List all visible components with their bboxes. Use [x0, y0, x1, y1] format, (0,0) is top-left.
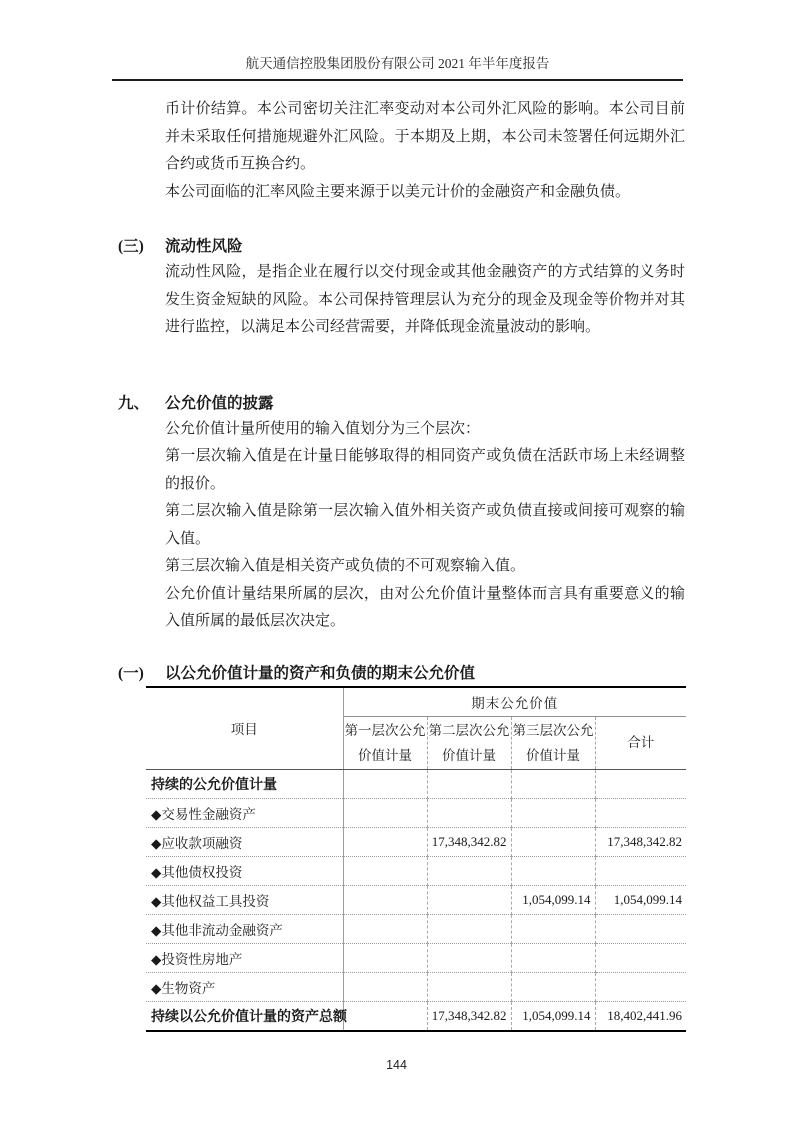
cell-level1: [343, 972, 427, 1001]
heading-title-fair-value: 公允价值的披露: [165, 394, 274, 412]
heading-title-liquidity: 流动性风险: [165, 238, 243, 255]
cell-level1: [343, 1001, 427, 1031]
cell-level3: [511, 798, 595, 827]
cell-level3: 1,054,099.14: [511, 1001, 595, 1031]
cell-level2: [427, 798, 511, 827]
cell-level2: 17,348,342.82: [427, 1001, 511, 1031]
row-label: ◆交易性金融资产: [146, 798, 343, 827]
row-label: ◆生物资产: [146, 972, 343, 1001]
column-header-level2: 第二层次公允价值计量: [427, 716, 511, 769]
cell-level2: 17,348,342.82: [427, 827, 511, 856]
table-row: [146, 914, 686, 943]
cell-level3: [511, 827, 595, 856]
cell-level3: 1,054,099.14: [511, 885, 595, 914]
cell-total: [595, 856, 686, 885]
heading-marker-9: 九、: [118, 394, 150, 412]
cell-level2: [427, 885, 511, 914]
cell-level1: [343, 827, 427, 856]
cell-level1: [343, 914, 427, 943]
heading-marker-1: (一): [118, 664, 144, 682]
paragraph-fv-levels-intro: 公允价值计量所使用的输入值划分为三个层次：: [165, 420, 481, 437]
table-header-row-group: [146, 687, 686, 717]
cell-level3: [511, 856, 595, 885]
paragraph-exchange-risk-source: 本公司面临的汇率风险主要来源于以美元计价的金融资产和金融负债。: [165, 183, 631, 200]
column-header-level3: 第三层次公允价值计量: [511, 716, 595, 769]
row-label: ◆其他非流动金融资产: [146, 914, 343, 943]
fair-value-table-wrap: [146, 686, 686, 1032]
cell-level1: [343, 798, 427, 827]
cell-level1: [343, 885, 427, 914]
cell-total: [595, 972, 686, 1001]
cell-total: 17,348,342.82: [595, 827, 686, 856]
table-row: [146, 856, 686, 885]
paragraph-liquidity-risk: 流动性风险，是指企业在履行以交付现金或其他金融资产的方式结算的义务时发生资金短缺的风险。本公司保持管理层认为充分的现金及现金等价物并对其进行监控，以满足本公司经营需要，并降低现金流量波动的影响。: [165, 264, 685, 335]
column-header-item: 项目: [146, 687, 343, 770]
table-row: [146, 827, 686, 856]
column-header-total: 合计: [595, 716, 686, 769]
row-label: 持续的公允价值计量: [146, 769, 343, 798]
paragraph-exchange-risk-continued: 币计价结算。本公司密切关注汇率变动对本公司外汇风险的影响。本公司目前并未采取任何措施规避外汇风险。于本期及上期，本公司未签署任何远期外汇合约或货币互换合约。: [165, 101, 685, 172]
table-row-total: [146, 1001, 686, 1031]
cell-level1: [343, 856, 427, 885]
table-row: [146, 943, 686, 972]
cell-total: [595, 769, 686, 798]
cell-level2: [427, 769, 511, 798]
heading-title-fv-table: 以公允价值计量的资产和负债的期末公允价值: [165, 664, 476, 682]
table-row: [146, 885, 686, 914]
heading-fv-table-section: [118, 662, 685, 686]
cell-level2: [427, 972, 511, 1001]
column-group-header-period-end-fair-value: 期末公允价值: [343, 687, 686, 717]
row-label: ◆其他权益工具投资: [146, 885, 343, 914]
cell-total: 18,402,441.96: [595, 1001, 686, 1031]
row-label: ◆其他债权投资: [146, 856, 343, 885]
cell-level2: [427, 856, 511, 885]
cell-level2: [427, 914, 511, 943]
cell-level1: [343, 943, 427, 972]
heading-marker-3: (三): [118, 238, 144, 255]
page-number: 144: [386, 1058, 407, 1072]
paragraph-fv-level2: 第二层次输入值是除第一层次输入值外相关资产或负债直接或间接可观察的输入值。: [165, 503, 685, 547]
table-row: [146, 798, 686, 827]
running-header-title: 航天通信控股集团股份有限公司 2021 年半年度报告: [112, 52, 683, 81]
cell-total: [595, 943, 686, 972]
cell-total: [595, 798, 686, 827]
table-row: [146, 769, 686, 798]
cell-level3: [511, 769, 595, 798]
row-label: ◆投资性房地产: [146, 943, 343, 972]
fair-value-table: [146, 686, 686, 1032]
paragraph-fv-level1: 第一层次输入值是在计量日能够取得的相同资产或负债在活跃市场上未经调整的报价。: [165, 448, 685, 492]
paragraph-fv-level3: 第三层次输入值是相关资产或负债的不可观察输入值。: [165, 558, 526, 574]
cell-level1: [343, 769, 427, 798]
row-label: ◆应收款项融资: [146, 827, 343, 856]
paragraph-fv-lowest-level: 公允价值计量结果所属的层次，由对公允价值计量整体而言具有重要意义的输入值所属的最低层次决定。: [165, 585, 685, 629]
cell-total: 1,054,099.14: [595, 885, 686, 914]
cell-level3: [511, 943, 595, 972]
document-body: [118, 96, 685, 1032]
row-label: 持续以公允价值计量的资产总额: [146, 1001, 343, 1031]
heading-liquidity-risk: [118, 235, 685, 259]
column-header-level1: 第一层次公允价值计量: [343, 716, 427, 769]
cell-level3: [511, 972, 595, 1001]
table-row: [146, 972, 686, 1001]
cell-level2: [427, 943, 511, 972]
heading-fair-value-disclosure: [118, 392, 685, 416]
cell-level3: [511, 914, 595, 943]
cell-total: [595, 914, 686, 943]
